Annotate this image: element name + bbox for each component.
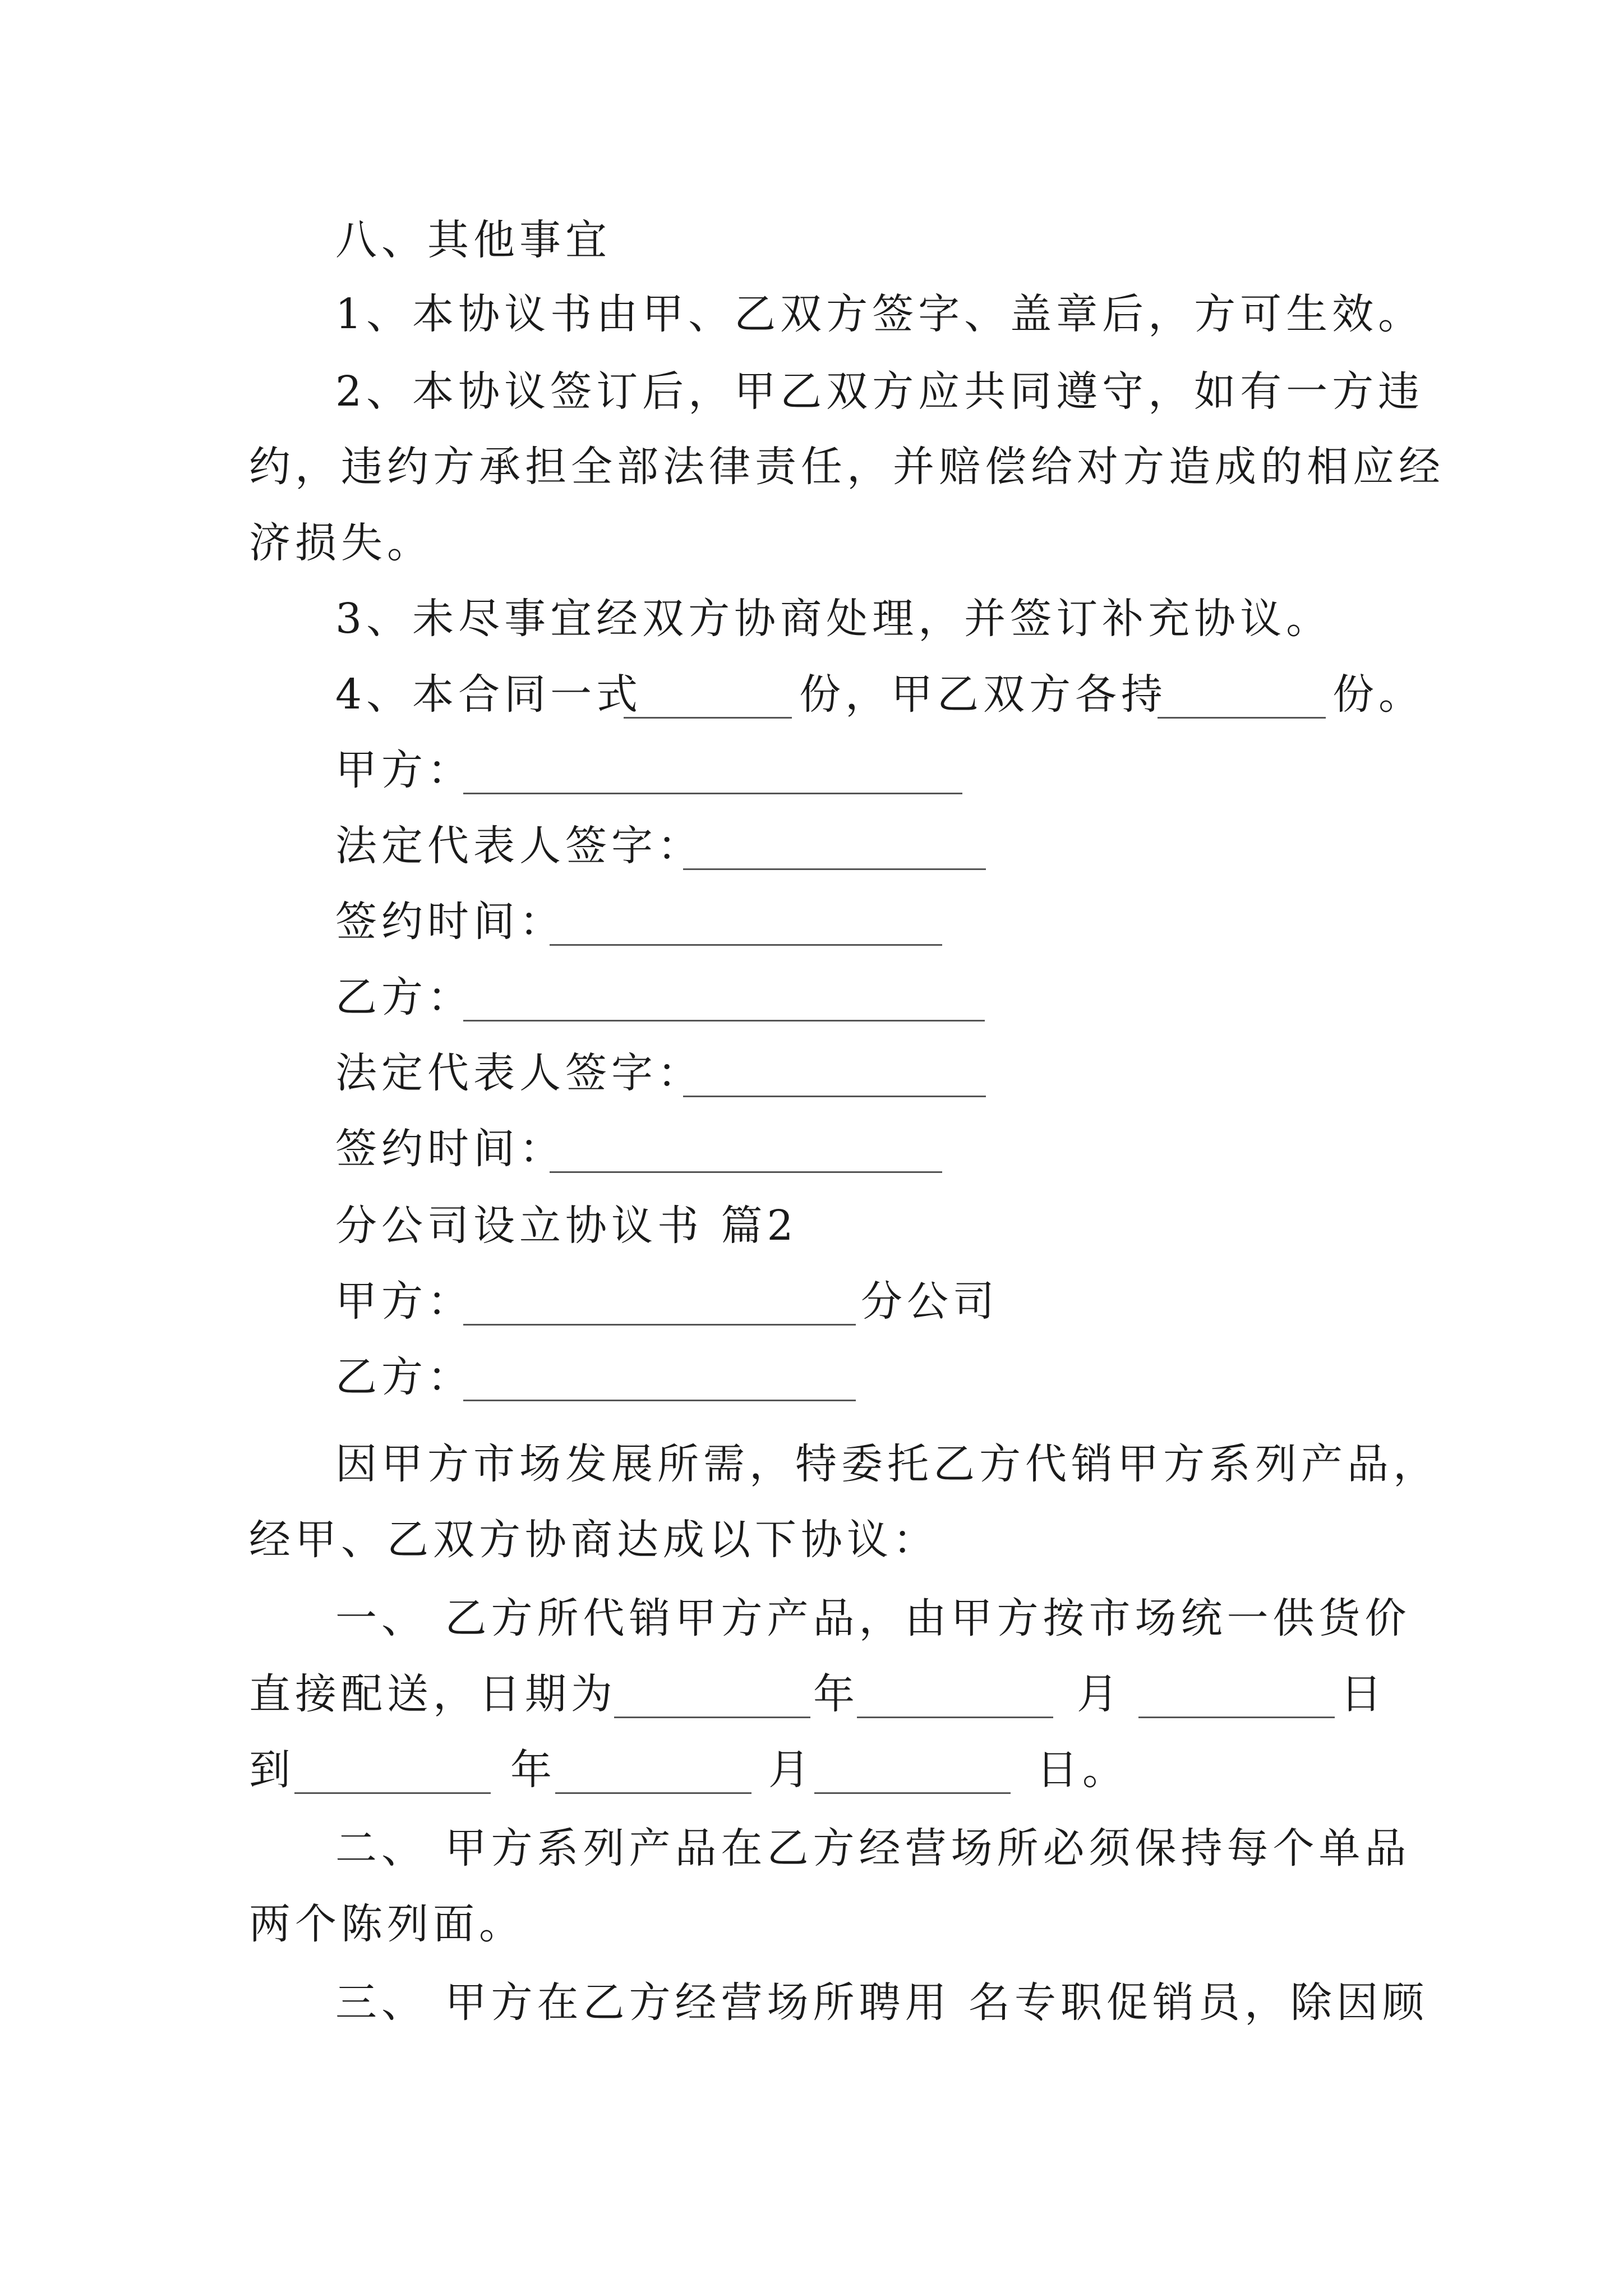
legal-rep-label-2: 法定代表人签字： bbox=[335, 1049, 703, 1097]
intro-line-2: 经甲、乙双方协商达成以下协议： bbox=[249, 1516, 939, 1564]
legal-rep-blank-2 bbox=[683, 1096, 986, 1097]
start-year-label: 年 bbox=[813, 1670, 859, 1718]
clause-4-part-1: 4、本合同一式 bbox=[335, 670, 643, 719]
legal-rep-blank-1 bbox=[683, 868, 986, 870]
sign-date-blank-1 bbox=[550, 944, 942, 946]
end-day-blank bbox=[814, 1792, 1011, 1794]
article-1-to-label: 到 bbox=[249, 1746, 295, 1794]
section-heading: 八、其他事宜 bbox=[335, 216, 611, 264]
start-month-label: 月 bbox=[1077, 1670, 1123, 1718]
doc2-party-b-label: 乙方： bbox=[335, 1353, 473, 1401]
party-b-blank bbox=[463, 1020, 985, 1022]
clause-4-part-3: 份。 bbox=[1332, 670, 1424, 719]
article-2-line-2: 两个陈列面。 bbox=[249, 1900, 525, 1948]
article-1-line-1: 一、 乙方所代销甲方产品，由甲方按市场统一供货价 bbox=[335, 1594, 1411, 1642]
article-3-line-1: 三、 甲方在乙方经营场所聘用 名专职促销员，除因顾 bbox=[335, 1978, 1429, 2027]
clause-2-line-3: 济损失。 bbox=[249, 519, 433, 567]
copies-total-blank bbox=[624, 717, 792, 719]
end-year-label: 年 bbox=[510, 1746, 556, 1794]
copies-each-blank bbox=[1158, 717, 1326, 719]
clause-4-part-2: 份，甲乙双方各持 bbox=[799, 670, 1167, 719]
start-year-blank bbox=[614, 1717, 810, 1718]
clause-2-line-1: 2、本协议签订后，甲乙双方应共同遵守，如有一方违 bbox=[335, 367, 1424, 416]
sign-date-label-2: 签约时间： bbox=[335, 1125, 565, 1173]
legal-rep-label-1: 法定代表人签字： bbox=[335, 822, 703, 870]
start-day-blank bbox=[1138, 1717, 1335, 1718]
sign-date-label-1: 签约时间： bbox=[335, 898, 565, 946]
end-month-label: 月 bbox=[768, 1746, 814, 1794]
sign-date-blank-2 bbox=[550, 1171, 942, 1173]
doc2-party-a-label: 甲方： bbox=[335, 1277, 473, 1326]
article-2-line-1: 二、 甲方系列产品在乙方经营场所必须保持每个单品 bbox=[335, 1824, 1411, 1872]
party-a-label: 甲方： bbox=[335, 746, 473, 794]
doc2-party-a-blank bbox=[463, 1324, 856, 1326]
intro-line-1: 因甲方市场发展所需，特委托乙方代销甲方系列产品， bbox=[335, 1440, 1439, 1488]
end-month-blank bbox=[555, 1792, 751, 1794]
party-a-blank bbox=[463, 793, 962, 794]
party-b-label: 乙方： bbox=[335, 973, 473, 1022]
clause-3: 3、未尽事宜经双方协商处理，并签订补充协议。 bbox=[335, 595, 1332, 643]
start-day-label: 日 bbox=[1340, 1670, 1386, 1718]
doc2-party-b-blank bbox=[463, 1400, 856, 1401]
article-1-date-prefix: 直接配送，日期为 bbox=[249, 1670, 617, 1718]
clause-1: 1、本协议书由甲、乙双方签字、盖章后，方可生效。 bbox=[335, 290, 1424, 338]
end-day-label: 日。 bbox=[1036, 1746, 1128, 1794]
doc2-party-a-suffix: 分公司 bbox=[861, 1277, 999, 1326]
clause-2-line-2: 约，违约方承担全部法律责任，并赔偿给对方造成的相应经 bbox=[249, 443, 1445, 491]
section-title: 分公司设立协议书 篇2 bbox=[335, 1202, 798, 1250]
end-year-blank bbox=[294, 1792, 491, 1794]
start-month-blank bbox=[857, 1717, 1053, 1718]
